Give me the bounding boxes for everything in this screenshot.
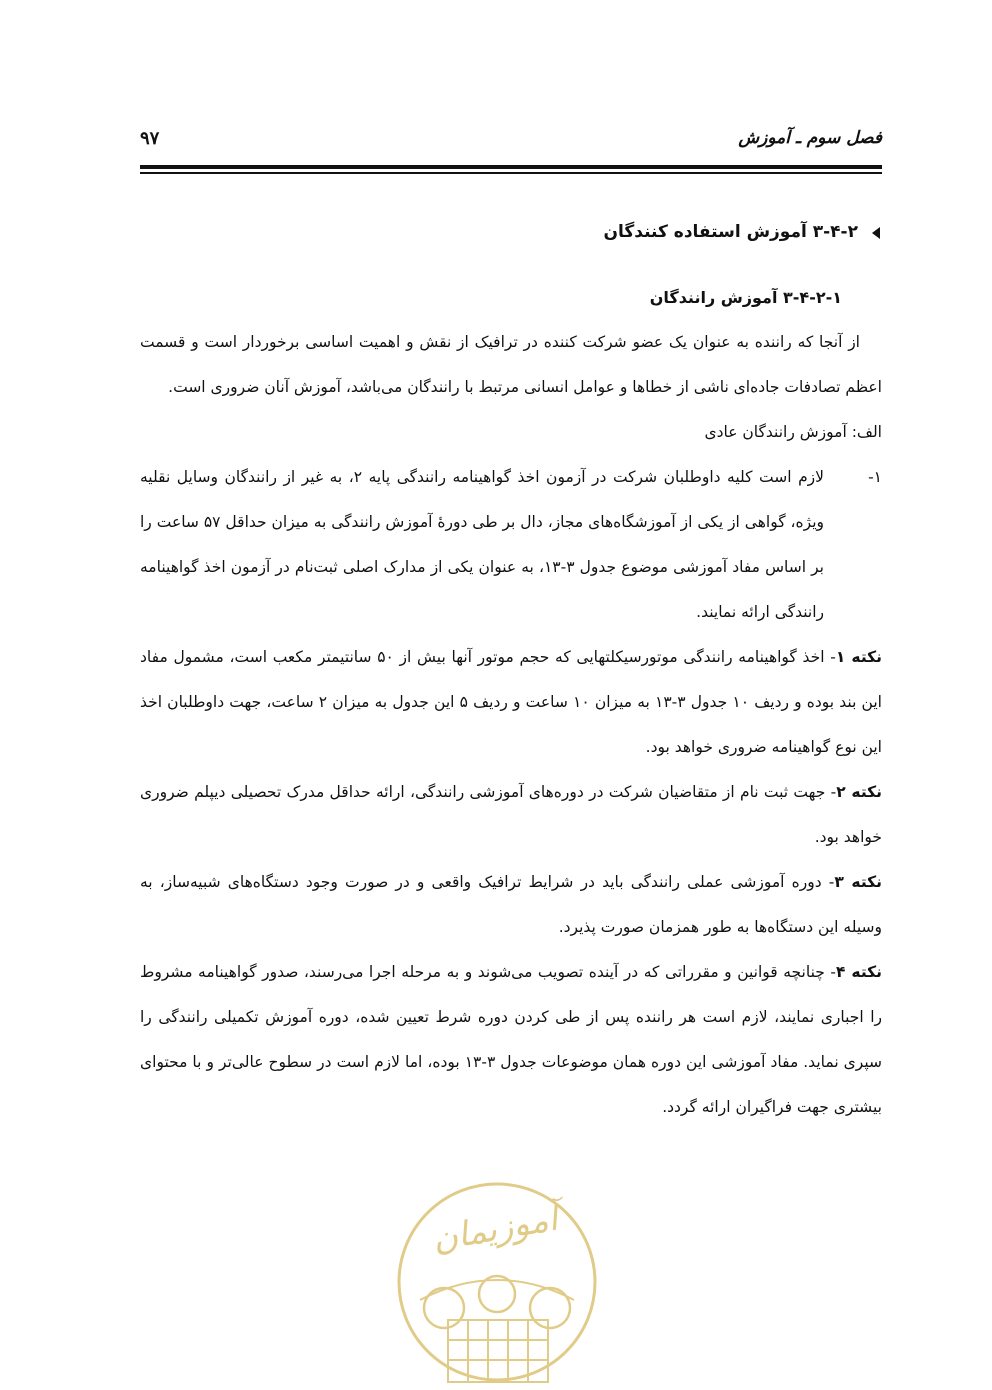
note-text: - اخذ گواهینامه رانندگی موتورسیکلتهایی که حجم موتور آنها بیش از ۵۰ سانتیمتر مکعب است، مشمول مفاد این بند بوده و ردیف ۱۰ جدول ۳-۱۳ به میزان ۱۰ ساعت و ردیف ۵ این جدول به میزان ۲ ساعت، جهت داوطلبان اخذ این نوع گواهینامه ضروری خواهد بود.	[140, 648, 882, 756]
note-paragraph	[140, 635, 882, 770]
list-a-label: الف: آموزش رانندگان عادی	[704, 423, 882, 441]
note-label: نکته ۱	[835, 648, 882, 666]
header-rule-thin	[140, 172, 882, 174]
note-text: - دوره آموزشی عملی رانندگی باید در شرایط ترافیک واقعی و در صورت وجود دستگاه‌های شبیه‌ساز، به وسیله این دستگاه‌ها به طور همزمان صورت پذیرد.	[140, 873, 882, 936]
watermark-logo	[390, 1170, 604, 1390]
subsection-heading: ۳-۴-۲-۱ آموزش رانندگان	[649, 288, 842, 307]
header-rule-thick	[140, 165, 882, 169]
section-heading-text: ۳-۴-۲ آموزش استفاده کنندگان	[603, 222, 858, 242]
intro-paragraph: از آنجا که راننده به عنوان یک عضو شرکت کننده در ترافیک از نقش و اهمیت اساسی برخوردار است و قسمت اعظم تصادفات جاده‌ای ناشی از خطاها و عوامل انسانی مرتبط با رانندگان می‌باشد، آموزش آنان ضروری است.	[140, 333, 882, 396]
note-paragraph	[140, 860, 882, 950]
note-text: - جهت ثبت نام از متقاضیان شرکت در دوره‌های آموزشی رانندگی، ارائه حداقل مدرک تحصیلی دیپلم ضروری خواهد بود.	[140, 783, 882, 846]
note-paragraph	[140, 950, 882, 1130]
note-label: نکته ۴	[835, 963, 882, 981]
note-label: نکته ۳	[834, 873, 882, 891]
list-item-text: لازم است کلیه داوطلبان شرکت در آزمون اخذ گواهینامه رانندگی پایه ۲، به غیر از رانندگان وسایل نقلیه ویژه، گواهی از یکی از آموزشگاه‌های مجاز، دال بر طی دورهٔ آموزش رانندگی به میزان حداقل ۵۷ ساعت را بر اساس مفاد آموزشی موضوع جدول ۳-۱۳، به عنوان یکی از مدارک اصلی ثبت‌نام در آزمون اخذ گواهینامه رانندگی ارائه نمایند.	[140, 468, 824, 621]
watermark-text: آموزیمان	[429, 1198, 561, 1260]
note-label: نکته ۲	[836, 783, 882, 801]
page-header	[140, 128, 882, 162]
note-paragraph	[140, 770, 882, 860]
list-item	[140, 455, 882, 635]
list-item-marker: ۱-	[868, 468, 882, 486]
triangle-bullet-icon	[872, 227, 880, 239]
page-number: ۹۷	[140, 128, 160, 149]
section-heading	[140, 210, 882, 255]
page-content	[140, 210, 882, 1130]
chapter-title: فصل سوم ـ آموزش	[738, 128, 882, 148]
note-text: - چنانچه قوانین و مقرراتی که در آینده تصویب می‌شوند و به مرحله اجرا می‌رسند، صدور گواهینامه مشروط را اجباری نمایند، لازم است هر راننده پس از طی کردن دوره شرط تعیین شده، دوره آموزش تکمیلی رانندگی را سپری نماید. مفاد آموزشی این دوره همان موضوعات جدول ۳-۱۳ بوده، اما لازم است در سطوح عالی‌تر و با محتوای بیشتری جهت فراگیران ارائه گردد.	[140, 963, 882, 1116]
